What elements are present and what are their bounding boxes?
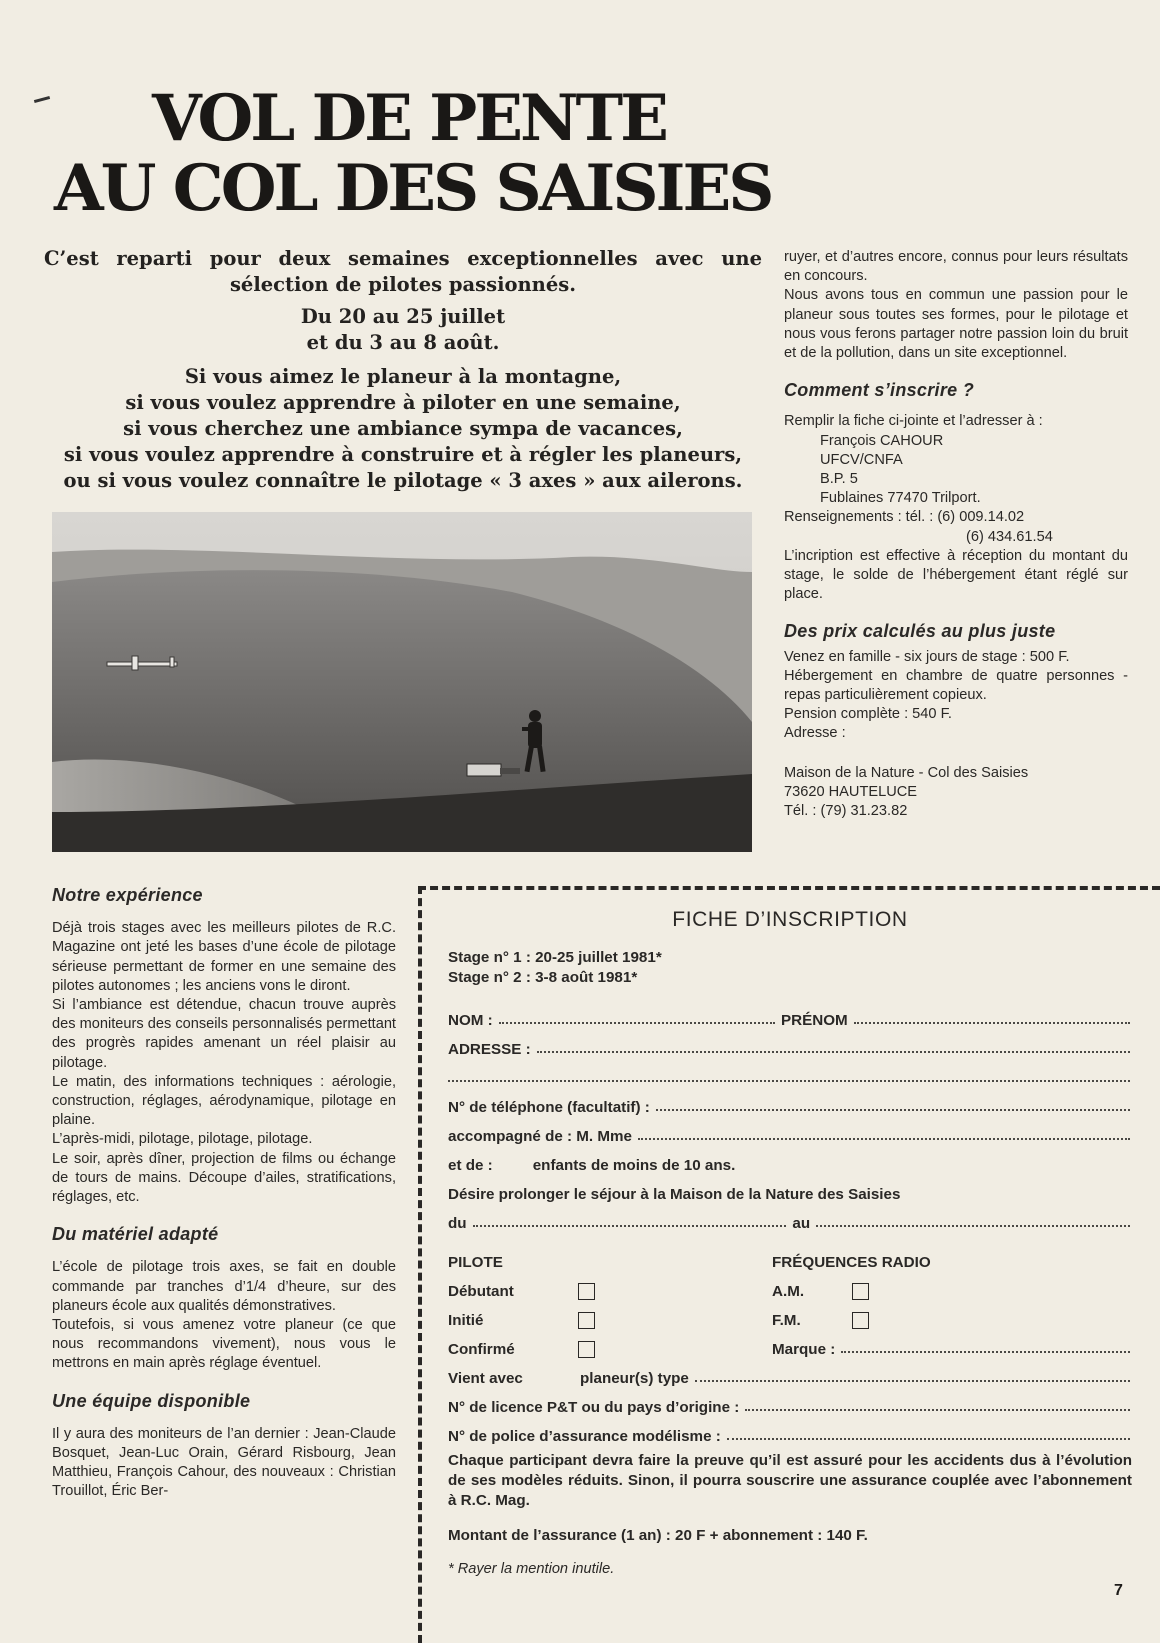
fm-label: F.M.	[772, 1312, 801, 1329]
title-line-2: AU COL DES SAISIES	[54, 151, 772, 226]
address-line: UFCV/CNFA	[820, 451, 903, 468]
marque-field[interactable]	[841, 1351, 1130, 1353]
form-border-left	[418, 886, 422, 1643]
prenom-field[interactable]	[854, 1022, 1130, 1024]
right-column	[784, 248, 1128, 821]
nom-row	[448, 1000, 1132, 1029]
equipe-heading: Une équipe disponible	[52, 1390, 251, 1411]
nom-field[interactable]	[499, 1022, 775, 1024]
adresse-field[interactable]	[537, 1051, 1130, 1053]
debutant-cell	[448, 1283, 772, 1300]
du-au-row	[448, 1203, 1132, 1232]
address-line: B.P. 5	[820, 471, 858, 488]
confirme-cell	[448, 1341, 772, 1358]
accompagne-row	[448, 1116, 1132, 1145]
page-title	[40, 81, 780, 226]
registration-form	[448, 902, 1132, 1592]
prix-heading: Des prix calculés au plus juste	[784, 621, 1056, 642]
left-column	[52, 886, 396, 1502]
prix-line: Adresse :	[784, 725, 846, 742]
prix-line: Hébergement en chambre de quatre personnes - repas particulièrement copieux.	[784, 667, 1128, 704]
equipe-text: Il y aura des moniteurs de l’an dernier : Jean-Claude Bosquet, Jean-Luc Orain, Gérard Risbourg, Jean Matthieu, François Cahour, des nouveaux : Christian Trouillot, Éric Ber-	[52, 1425, 396, 1500]
prix-line: Venez en famille - six jours de stage : 500 F.	[784, 648, 1070, 665]
renseignements: Renseignements : tél. : (6) 009.14.02	[784, 509, 1025, 526]
materiel-heading: Du matériel adapté	[52, 1224, 219, 1245]
intro-bullet: ou si vous voulez connaître le pilotage « 3 axes » aux ailerons.	[63, 469, 743, 492]
accompagne-label: accompagné de : M. Mme	[448, 1128, 632, 1145]
telephone-row	[448, 1087, 1132, 1116]
du-field[interactable]	[473, 1225, 787, 1227]
intro-bullet: si vous cherchez une ambiance sympa de vacances,	[123, 417, 683, 440]
debutant-label: Débutant	[448, 1283, 514, 1300]
telephone-field[interactable]	[656, 1109, 1130, 1111]
intro-bullet: si vous voulez apprendre à piloter en une semaine,	[125, 391, 681, 414]
experience-heading: Notre expérience	[52, 885, 203, 905]
accompagne-field[interactable]	[638, 1138, 1130, 1140]
enfants-label: enfants de moins de 10 ans.	[532, 1157, 736, 1174]
initie-checkbox[interactable]	[578, 1312, 595, 1329]
intro-bullet: Si vous aimez le planeur à la montagne,	[184, 365, 622, 388]
prolonger-label: Désire prolonger le séjour à la Maison de la Nature des Saisies	[448, 1186, 901, 1203]
intro-bullets	[44, 364, 762, 494]
form-border-top	[418, 886, 1160, 890]
address-line: Fublaines 77470 Trilport.	[820, 490, 981, 507]
vient-avec-row	[448, 1358, 1132, 1387]
adresse-field-2[interactable]	[448, 1080, 1130, 1082]
experience-paragraph: L’après-midi, pilotage, pilotage, pilotage.	[52, 1131, 313, 1148]
confirme-row	[448, 1329, 1132, 1358]
nom-label: NOM :	[448, 1012, 493, 1029]
prix-line: Pension complète : 540 F.	[784, 706, 952, 723]
adresse-row	[448, 1029, 1132, 1058]
intro-lead: C’est reparti pour deux semaines exceptionnelles avec une sélection de pilotes passionnés.	[44, 247, 762, 296]
telephone-label: N° de téléphone (facultatif) :	[448, 1099, 650, 1116]
experience-paragraph: Le soir, après dîner, projection de films ou échange de tours de mains. Découpe d’ailes, stratifications, réglages, etc.	[52, 1150, 396, 1206]
et-de-label: et de :	[448, 1157, 493, 1174]
maison-line: Maison de la Nature - Col des Saisies	[784, 764, 1029, 781]
frequences-heading: FRÉQUENCES RADIO	[772, 1254, 931, 1271]
prenom-label: PRÉNOM	[781, 1012, 848, 1029]
experience-paragraph: Déjà trois stages avec les meilleurs pilotes de R.C. Magazine ont jeté les bases d’une école de pilotage sérieuse permettant de former en une semaine des pilotes autonomes ; les anciens vons le diront.	[52, 920, 396, 994]
pilote-header-row	[448, 1242, 1132, 1271]
pilote-heading: PILOTE	[448, 1254, 503, 1271]
form-title: FICHE D’INSCRIPTION	[672, 908, 908, 931]
licence-label: N° de licence P&T ou du pays d’origine :	[448, 1399, 740, 1416]
stage-1	[448, 946, 1132, 966]
address-line: François CAHOUR	[820, 432, 944, 449]
licence-row	[448, 1387, 1132, 1416]
prolonger-row	[448, 1174, 1132, 1203]
inscription-effective: L’incription est effective à réception du montant du stage, le solde de l’hébergement étant réglé sur place.	[784, 547, 1128, 603]
police-label: N° de police d’assurance modélisme :	[448, 1428, 721, 1445]
initie-cell	[448, 1312, 772, 1329]
maison-line: 73620 HAUTELUCE	[784, 783, 918, 800]
intro-block	[44, 246, 762, 494]
police-field[interactable]	[727, 1438, 1130, 1440]
experience-paragraph: Le matin, des informations techniques : aérologie, construction, réglages, aérodynamique, pilotage en plaine.	[52, 1073, 396, 1129]
police-row	[448, 1416, 1132, 1445]
materiel-paragraph: Toutefois, si vous amenez votre planeur (ce que nous recommandons vivement), nous vous le mettrons en main après réglage éventuel.	[52, 1317, 396, 1372]
marque-label: Marque :	[772, 1341, 836, 1358]
au-label: au	[792, 1215, 811, 1232]
stage-2	[448, 966, 1132, 986]
intro-dates-2: et du 3 au 8 août.	[306, 331, 500, 354]
insurance-amount: Montant de l’assurance (1 an) : 20 F + abonnement : 140 F.	[448, 1527, 868, 1545]
intro-dates	[44, 304, 762, 356]
title-line-1: VOL DE PENTE	[152, 81, 666, 156]
passion-text: Nous avons tous en commun une passion pour le planeur sous toutes ses formes, pour le pilotage et nous vous ferons partager notre passion loin du bruit et de la pollution, dans un site exceptionnel.	[784, 287, 1128, 362]
stage-2-label: Stage n° 2 : 3-8 août 1981*	[448, 969, 638, 986]
fm-checkbox[interactable]	[852, 1312, 869, 1329]
adresse-row-2	[448, 1058, 1132, 1087]
am-checkbox[interactable]	[852, 1283, 869, 1300]
inscrire-heading: Comment s’inscrire ?	[784, 380, 975, 401]
page-number: 7	[1114, 1582, 1123, 1599]
confirme-checkbox[interactable]	[578, 1341, 595, 1358]
intro-dates-1: Du 20 au 25 juillet	[300, 305, 506, 328]
experience-paragraph: Si l’ambiance est détendue, chacun trouve auprès des moniteurs des conseils personnalisés permettant des progrès rapides amenant un réel plaisir au pilotage.	[52, 997, 396, 1071]
am-label: A.M.	[772, 1283, 805, 1300]
enfants-row	[448, 1145, 1132, 1174]
form-footnote: * Rayer la mention inutile.	[448, 1561, 615, 1578]
debutant-row	[448, 1271, 1132, 1300]
debutant-checkbox[interactable]	[578, 1283, 595, 1300]
du-label: du	[448, 1215, 467, 1232]
initie-row	[448, 1300, 1132, 1329]
au-field[interactable]	[816, 1225, 1130, 1227]
stage-1-label: Stage n° 1 : 20-25 juillet 1981*	[448, 949, 662, 966]
planeur-type-label: planeur(s) type	[580, 1370, 689, 1387]
glider-photo	[52, 512, 752, 852]
adresse-label: ADRESSE :	[448, 1041, 531, 1058]
continuation-text: ruyer, et d’autres encore, connus pour leurs résultats en concours.	[784, 249, 1128, 285]
initie-label: Initié	[448, 1312, 484, 1329]
materiel-paragraph: L’école de pilotage trois axes, se fait en double commande par tranches d’1/4 d’heure, sur des planeurs école aux qualités démonstratives.	[52, 1259, 396, 1314]
inscrire-intro: Remplir la fiche ci-jointe et l’adresser à :	[784, 413, 1043, 430]
tel-2: (6) 434.61.54	[966, 528, 1053, 545]
vient-avec-label: Vient avec	[448, 1370, 523, 1387]
maison-line: Tél. : (79) 31.23.82	[784, 803, 908, 820]
insurance-note: Chaque participant devra faire la preuve qu’il est assuré pour les accidents dus à l’évolution de ses modèles réduits. Sinon, il pourra souscrire une assurance couplée avec l’abonnement à R.C. Mag.	[448, 1452, 1132, 1509]
intro-bullet: si vous voulez apprendre à construire et à régler les planeurs,	[63, 443, 743, 466]
licence-field[interactable]	[745, 1409, 1130, 1411]
confirme-label: Confirmé	[448, 1341, 515, 1358]
planeur-type-field[interactable]	[695, 1380, 1130, 1382]
